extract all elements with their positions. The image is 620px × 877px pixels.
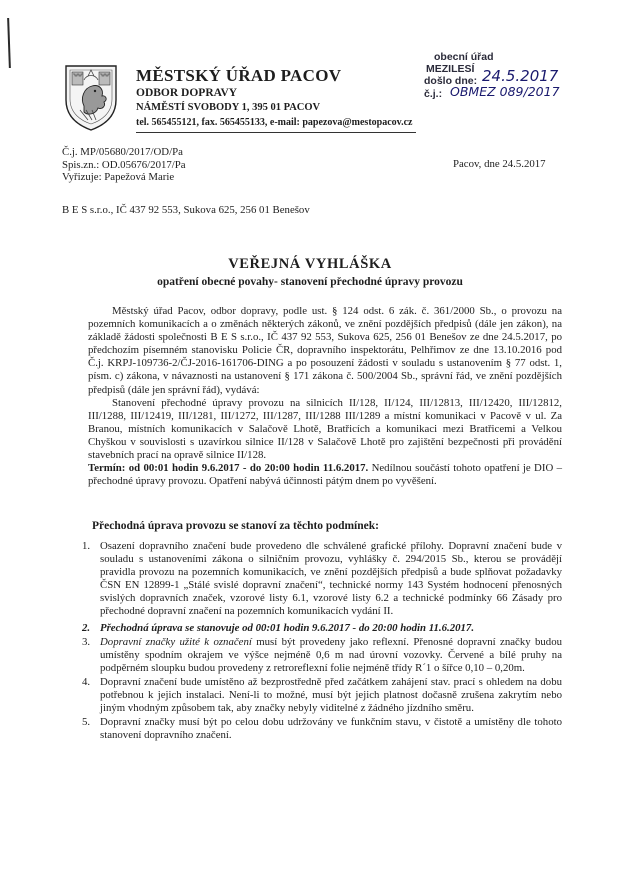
handled-by: Vyřizuje: Papežová Marie [62, 171, 175, 183]
header-divider [136, 132, 416, 133]
conditions-heading: Přechodná úprava provozu se stanoví za těchto podmínek: [92, 520, 379, 532]
condition-number: 2. [82, 621, 91, 634]
condition-item [82, 676, 562, 715]
condition-item [82, 716, 562, 742]
condition-number: 5. [82, 716, 91, 729]
condition-item [82, 636, 562, 675]
reference-block [62, 146, 262, 184]
issuer-contact: tel. 565455121, fax. 565455133, e-mail: papezova@mestopacov.cz [136, 117, 413, 128]
issuer-name: MĚSTSKÝ ÚŘAD PACOV [136, 66, 342, 85]
term-dates: Termín: od 00:01 hodin 9.6.2017 - do 20:00 hodin 11.6.2017. [88, 462, 369, 475]
reference-number: Č.j. MP/05680/2017/OD/Pa [62, 146, 183, 158]
issuer-block [136, 66, 436, 114]
condition-item [82, 622, 562, 635]
document-subtitle: opatření obecné povahy- stanovení přechodné úpravy provozu [157, 276, 463, 288]
condition-lead: Dopravní značky užité k označení [100, 635, 252, 648]
condition-text: musí být provedeny jako reflexní. Přenosné dopravní značky budou umístěny spodním okrajem ve výšce nejméně 0,6 m nad úrovní vozovky. Červené a bílé pruhy na podpěrném sloupku budou provedeny z retroreflexní folie nejméně třídy R´1 o šířce 0,10 – 0,20m. [100, 635, 562, 674]
stamp-received-date: 24.5.2017 [482, 67, 559, 85]
edge-mark [7, 18, 10, 68]
place-and-date: Pacov, dne 24.5.2017 [453, 158, 546, 170]
issuer-address: NÁMĚSTÍ SVOBODY 1, 395 01 PACOV [136, 102, 321, 113]
recipient-line: B E S s.r.o., IČ 437 92 553, Sukova 625, 256 01 Benešov [62, 204, 310, 216]
stamp-received-label: došlo dne: [424, 75, 478, 87]
stamp-reference-number: OBMEZ 089/2017 [450, 84, 560, 99]
condition-text: Osazení dopravního značení bude provedeno dle schválené grafické přílohy. Dopravní značení bude v souladu s ustanoveními zákona o silničním provozu, vyhlášky č. 294/2015 Sb., kterou se provádějí pravidla provozu na pozemních komunikacích, ve znění pozdějších předpisů a bude splňovat požadavky ČSN EN 12899-1 „Stálé svislé dopravní značení“, technické normy 143 Systém hodnocení přenosných svislých dopravních značek, vzorové listy 6.1, vzorové listy 6.2 a technické podmínky 66 Zásady pro přechodné dopravní značení na pozemních komunikacích vydání II. [100, 540, 562, 618]
body-paragraph-legal-basis: Městský úřad Pacov, odbor dopravy, podle ust. § 124 odst. 6 zák. č. 361/2000 Sb., o provozu na pozemních komunikacích a o změnách některých zákonů, ve znění pozdějších předpisů (dále jen zákon), na základě žádosti společnosti B E S s.r.o., IČ 437 92 553, Sukova 625, 256 01 Benešov ze dne 24.5.2017, po předchozím písemném stanovisku Policie ČR, dopravního inspektorátu, Pelhřimov ze dne 13.10.2016 pod Č.j. KRPJ-109736-2/ČJ-2016-161706-DING a po posouzení žádosti v souladu s ustanovením § 77 odst. 1, písm. c) zákona, v návaznosti na ustanovení § 171 zákona č. 500/2004 Sb., správní řád, ve znění pozdějších předpisů (dále jen správní řád), vydává: [88, 305, 562, 396]
term-note: Nedílnou součástí tohoto opatření je DIO – přechodné úpravy provozu. Opatření nabývá účinnosti pátým dnem po vyvěšení. [88, 462, 562, 488]
stamp-office: obecní úřad [434, 51, 494, 63]
condition-text: Dopravní značky musí být po celou dobu udržovány ve funkčním stavu, v čistotě a umístěny dle tohoto stanovení dopravního značení. [100, 716, 562, 742]
condition-item [82, 540, 562, 619]
document-title: VEŘEJNÁ VYHLÁŠKA [228, 256, 392, 272]
received-stamp [424, 51, 594, 111]
condition-number: 1. [82, 540, 91, 552]
decision-body [88, 305, 562, 488]
coat-of-arms-icon [62, 62, 120, 132]
conditions-list [82, 540, 562, 743]
body-paragraph-scope: Stanovení přechodné úpravy provozu na silnicích II/128, II/124, III/12813, III/12420, III/12812, III/1288, III/12419, III/1281, III/1272, III/1287, III/1288 III/1289 a místní komunikaci v Pacově v ul. Za Branou, místních komunikacích v Salačově Lhotě, Bratřicích a komunikaci mezi Bratřicemi a Velkou Chyškou v souvislosti s uzavírkou silnice II/128 v Salačově Lhotě pro zajištění bezpečnosti při provádění stavebních prací na opravě silnice II/128. [88, 396, 562, 462]
condition-text: Přechodná úprava se stanovuje od 00:01 hodin 9.6.2017 - do 20:00 hodin 11.6.2017. [100, 621, 475, 634]
body-paragraph-term [88, 462, 562, 488]
stamp-municipality: MEZILESÍ [426, 63, 475, 75]
condition-number: 4. [82, 675, 91, 688]
issuer-department: ODBOR DOPRAVY [136, 87, 238, 99]
condition-text: Dopravní značení bude umístěno až bezprostředně před začátkem zahájení stav. prací s ohledem na dobu potřebnou k jejich instalaci. Není-li to možné, musí být jejich platnost dočasně zrušena zakrytím nebo jiným vhodným způsobem tak, aby značky nebyly viditelné z žádného jízdního směru. [100, 675, 562, 715]
condition-number: 3. [82, 635, 91, 648]
stamp-reference-label: č.j.: [424, 88, 443, 100]
file-mark: Spis.zn.: OD.05676/2017/Pa [62, 158, 186, 171]
